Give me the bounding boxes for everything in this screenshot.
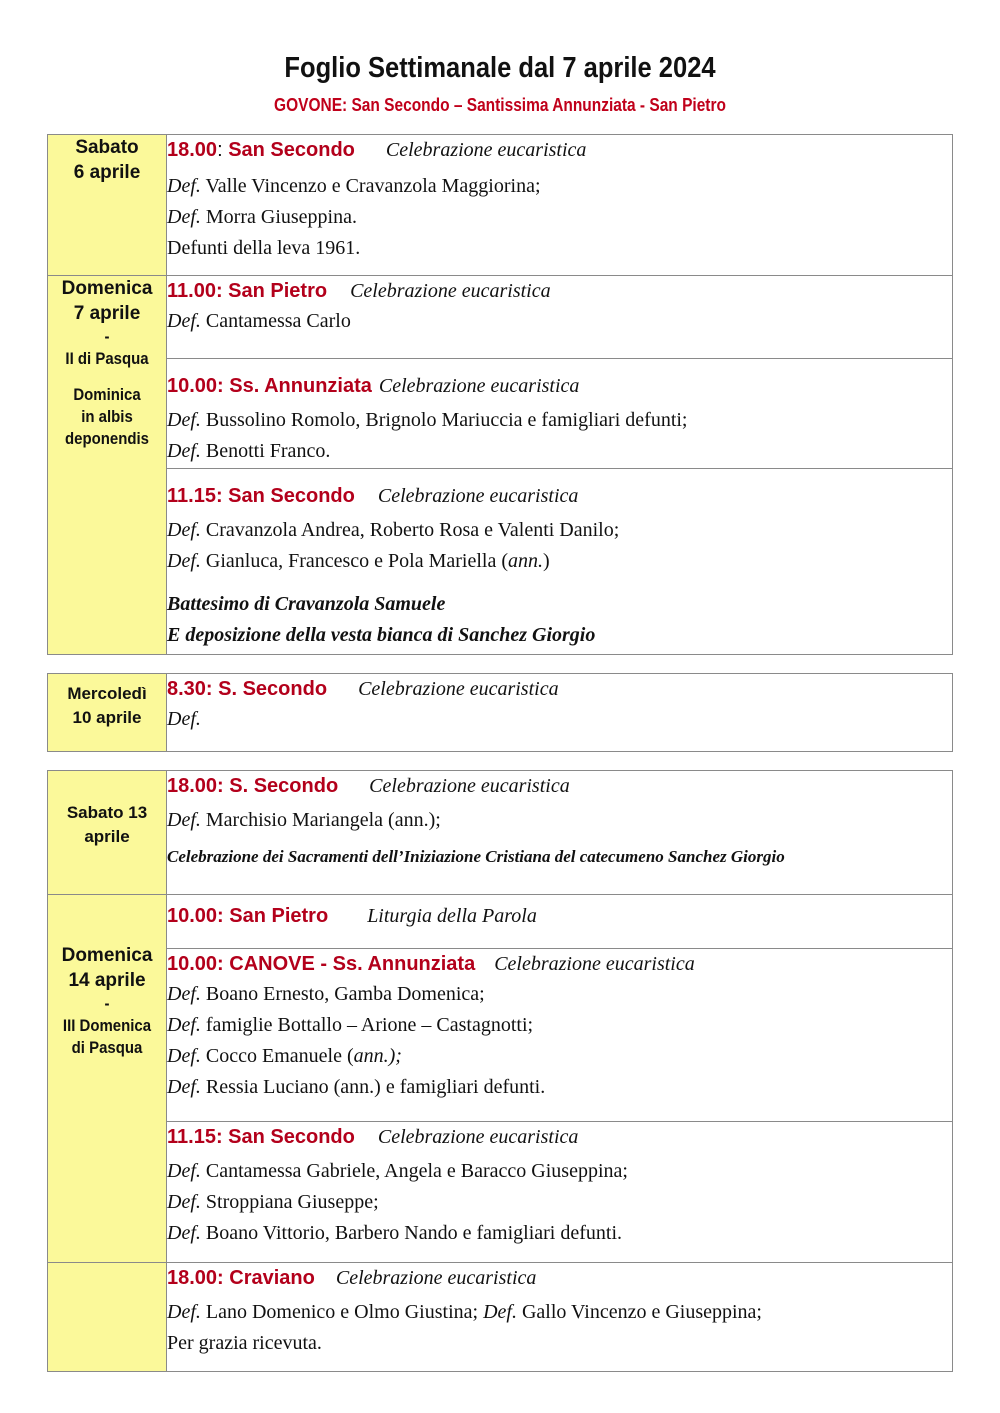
service-type: Celebrazione eucaristica [369, 775, 570, 797]
intention-line [167, 1041, 952, 1072]
def-abbr: Def. [167, 206, 201, 228]
service-type: Celebrazione eucaristica [358, 678, 559, 700]
intention-tail: ) [543, 550, 550, 572]
def-abbr: Def. [167, 1076, 201, 1098]
intention-line [167, 1187, 952, 1218]
ann-abbr: ann.); [353, 1045, 402, 1067]
day-cell [48, 135, 167, 276]
baptism-note: Battesimo di Cravanzola Samuele [167, 593, 446, 615]
def-abbr: Def. [167, 310, 201, 332]
intention-line [167, 233, 952, 264]
intention-line [167, 515, 952, 546]
page-title: Foglio Settimanale dal 7 aprile 2024 [284, 52, 716, 84]
day-feast-line: deponendis [65, 429, 149, 448]
day-date: 6 aprile [73, 162, 141, 183]
def-abbr: Def. [167, 809, 201, 831]
day-name: Domenica [61, 945, 153, 966]
def-abbr: Def. [167, 1191, 201, 1213]
service-type: Celebrazione eucaristica [377, 1126, 579, 1148]
intention-text: Marchisio Mariangela (ann.); [200, 809, 441, 831]
ann-abbr: ann. [508, 550, 543, 572]
day-date: aprile [84, 827, 130, 846]
intention-line [167, 1010, 952, 1041]
service-time: 11.00: San Pietro [167, 280, 328, 302]
schedule-row [48, 135, 953, 276]
intention-text: Benotti Franco. [200, 440, 331, 462]
day-feast-line: in albis [81, 407, 133, 426]
day-name: Domenica [61, 278, 153, 299]
day-name: Mercoledì [67, 684, 147, 703]
service-type: Celebrazione eucaristica [335, 1267, 537, 1289]
day-date: 14 aprile [68, 970, 146, 991]
intention-line [167, 704, 952, 735]
def-abbr: Def. [167, 1160, 201, 1182]
sacrament-note: Celebrazione dei Sacramenti dell’Iniziazione Cristiana del catecumeno Sanchez Giorgio [167, 847, 785, 866]
intention-line [167, 1297, 952, 1328]
schedule-row [48, 771, 953, 895]
service-header [167, 1263, 952, 1293]
service-time: 18.00 [167, 139, 218, 161]
def-abbr: Def. [167, 409, 201, 431]
service-time: 10.00: CANOVE - Ss. Annunziata [167, 953, 476, 975]
service-cell [167, 1122, 953, 1263]
intention-text: Ressia Luciano (ann.) e famigliari defunti. [200, 1076, 546, 1098]
schedule-block-3 [47, 770, 953, 1372]
service-header [167, 276, 952, 306]
def-abbr: Def. [167, 1222, 201, 1244]
intention-line [167, 1072, 952, 1103]
day-cell [48, 674, 167, 752]
intention-line [167, 436, 952, 467]
schedule-block-2 [47, 673, 953, 752]
intention-text: Boano Ernesto, Gamba Domenica; [200, 983, 485, 1005]
def-abbr: Def. [167, 175, 201, 197]
day-dash: - [104, 327, 110, 346]
service-header [167, 949, 952, 979]
service-time: 18.00: Craviano [167, 1267, 315, 1289]
day-feast-line: Dominica [73, 385, 141, 404]
day-dash: - [104, 994, 110, 1013]
service-type: Liturgia della Parola [367, 905, 537, 927]
intention-line [167, 1156, 952, 1187]
intention-text: Bussolino Romolo, Brignolo Mariuccia e famigliari defunti; [200, 409, 688, 431]
service-cell [167, 949, 953, 1122]
service-header [167, 481, 952, 511]
service-cell [167, 469, 953, 655]
def-abbr: Def. [483, 1301, 517, 1323]
service-type: Celebrazione eucaristica [377, 485, 579, 507]
service-cell [167, 135, 953, 276]
intention-line [167, 171, 952, 202]
def-abbr: Def. [167, 550, 201, 572]
def-abbr: Def. [167, 519, 201, 541]
day-date: 10 aprile [72, 708, 142, 727]
service-header [167, 1122, 952, 1152]
def-abbr: Def. [167, 440, 201, 462]
schedule-row [48, 949, 953, 1122]
service-time: 18.00: S. Secondo [167, 775, 339, 797]
intention-text: Defunti della leva 1961. [167, 237, 361, 259]
intention-text: Per grazia ricevuta. [167, 1332, 322, 1354]
service-time: 10.00: Ss. Annunziata [167, 375, 372, 397]
schedule-row [48, 895, 953, 949]
day-cell-empty [48, 1263, 167, 1372]
intention-text: famiglie Bottallo – Arione – Castagnotti; [200, 1014, 534, 1036]
day-cell [48, 895, 167, 1263]
day-liturgical: II di Pasqua [65, 349, 149, 368]
intention-text: Stroppiana Giuseppe; [200, 1191, 379, 1213]
intention-text: Valle Vincenzo e Cravanzola Maggiorina; [200, 175, 541, 197]
service-time: 11.15: San Secondo [167, 1126, 355, 1148]
intention-text: Gianluca, Francesco e Pola Mariella ( [200, 550, 508, 572]
day-liturgical: III Domenica [62, 1016, 152, 1035]
service-type: Celebrazione eucaristica [385, 139, 587, 161]
day-cell [48, 276, 167, 655]
day-name: Sabato 13 [66, 803, 148, 822]
schedule-row [48, 674, 953, 752]
schedule-row [48, 276, 953, 359]
service-time: 10.00: San Pietro [167, 905, 329, 927]
intention-line [167, 405, 952, 436]
service-time: 8.30: S. Secondo [167, 678, 328, 700]
service-type: Celebrazione eucaristica [350, 280, 551, 302]
intention-line [167, 1218, 952, 1249]
service-cell [167, 276, 953, 359]
service-header [167, 771, 952, 801]
intention-line [167, 805, 952, 836]
service-header [167, 135, 952, 165]
intention-line [167, 306, 952, 337]
intention-text: Cravanzola Andrea, Roberto Rosa e Valenti Danilo; [200, 519, 620, 541]
def-abbr: Def. [167, 983, 201, 1005]
day-cell [48, 771, 167, 895]
service-type: Celebrazione eucaristica [378, 375, 580, 397]
intention-text: Gallo Vincenzo e Giuseppina; [516, 1301, 762, 1323]
service-header [167, 674, 952, 704]
intention-line [167, 546, 952, 577]
service-cell [167, 771, 953, 895]
intention-text: Cantamessa Gabriele, Angela e Baracco Giuseppina; [200, 1160, 628, 1182]
def-abbr: Def. [167, 1045, 201, 1067]
def-abbr: Def. [167, 1301, 201, 1323]
day-date: 7 aprile [73, 303, 141, 324]
intention-line [167, 202, 952, 233]
schedule-row [48, 1122, 953, 1263]
service-separator: : [217, 139, 229, 161]
service-place: San Secondo [228, 139, 355, 161]
def-abbr: Def. [167, 1014, 201, 1036]
intention-text: Cocco Emanuele ( [200, 1045, 354, 1067]
service-time: 11.15: San Secondo [167, 485, 355, 507]
intention-line [167, 979, 952, 1010]
baptism-note: E deposizione della vesta bianca di Sanchez Giorgio [167, 624, 596, 646]
day-liturgical: di Pasqua [71, 1038, 143, 1057]
schedule-block-1 [47, 134, 953, 655]
schedule-row [48, 1263, 953, 1372]
def-abbr: Def. [167, 708, 201, 730]
schedule-row [48, 359, 953, 469]
service-type: Celebrazione eucaristica [494, 953, 695, 975]
service-cell [167, 674, 953, 752]
intention-text: Lano Domenico e Olmo Giustina; [200, 1301, 484, 1323]
service-header [167, 371, 952, 401]
day-name: Sabato [75, 137, 139, 158]
service-header [167, 901, 952, 931]
page-subtitle: GOVONE: San Secondo – Santissima Annunziata - San Pietro [274, 95, 726, 115]
intention-text: Morra Giuseppina. [200, 206, 357, 228]
service-cell [167, 359, 953, 469]
schedule-row [48, 469, 953, 655]
intention-text: Cantamessa Carlo [200, 310, 351, 332]
service-cell [167, 1263, 953, 1372]
service-cell [167, 895, 953, 949]
intention-text: Boano Vittorio, Barbero Nando e famigliari defunti. [200, 1222, 622, 1244]
intention-line [167, 1328, 952, 1359]
